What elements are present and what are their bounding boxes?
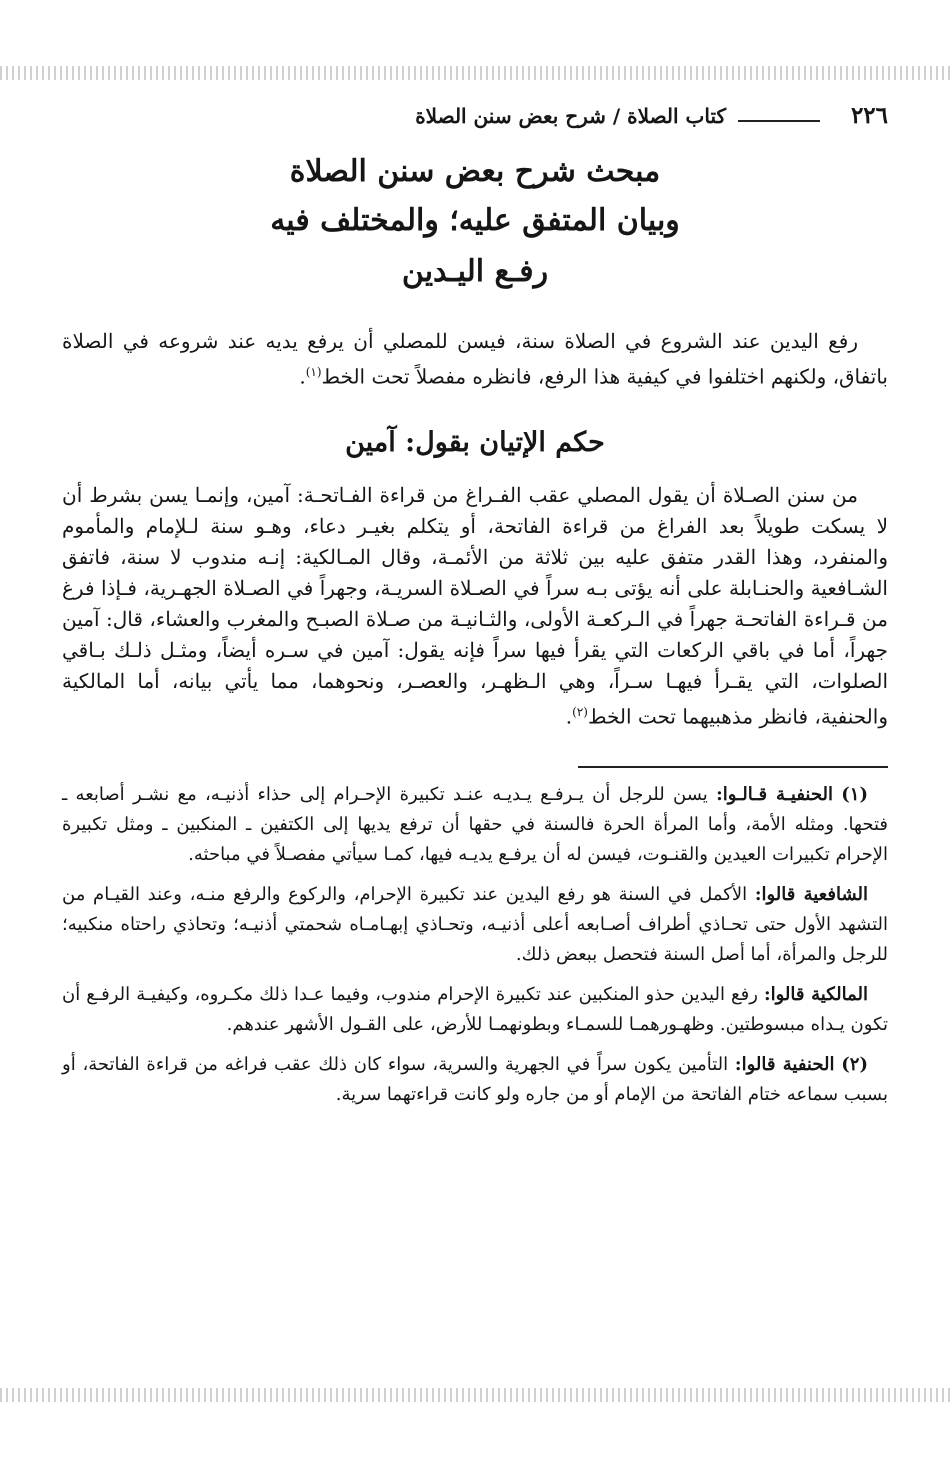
paragraph-amen-text: من سنن الصـلاة أن يقول المصلي عقب الفـراغ من قراءة الفـاتحـة: آمين، وإنمـا يسن بشرط أن لا يسكت طويلاً بعد الفراغ من قراءة الفاتحة، أو يتكلم بغيـر دعاء، وهـو سنة لـلإمام والمأموم والمنفرد، وهذا القدر متفق عليه بين ثلاثة من الأئمـة، وقال المـالكية: إنـه مندوب لا سنة، فاتفق الشـافعية والحنـابلة على أنه يؤتى بـه سراً في الصـلاة السريـة، وجهراً في الصـلاة الجهـرية، فـإذا فرغ من قـراءة الفاتحـة جهراً في الـركعـة الأولى، والثـانيـة من صـلاة الصبـح والمغرب والعشاء، قال: آمين جهراً، أما في باقي الركعات التي يقرأ فيها سراً فإنه يقول: آمين في سـره أيضاً، ومثـل ذلـك بـاقي الصلوات، التي يقـرأ فيهـا سـراً، وهي الـظهـر، والعصـر، ونحوهما، مما يأتي بيانه، أما المالكية والحنفية، فانظر مذهبيهما تحت الخط bbox=[62, 482, 888, 729]
footnote-hanafi-amen bbox=[62, 1050, 888, 1110]
page-header bbox=[62, 96, 888, 140]
footnote-term: المالكية قالوا: bbox=[763, 984, 868, 1006]
footnote-ref-2: (٢) bbox=[572, 704, 588, 719]
footnote-text: الأكمل في السنة هو رفع اليدين عند تكبيرة الإحرام، والركوع والرفع منـه، وعند القيـام من التشهد الأول حتى تحـاذي أطراف أصـابعه أعلى أذنيـه، وتحـاذي إبهـامـاه شحمتي أذنيـه؛ وتحاذي راحتاه منكبيه؛ للرجل والمرأة، أما أصل السنة فتحصل ببعض ذلك. bbox=[62, 884, 888, 966]
section-subtitle: وبيان المتفق عليه؛ والمختلف فيه bbox=[270, 203, 680, 238]
paragraph-raising-hands-end: . bbox=[299, 364, 306, 389]
footnote-term: الشافعية قالوا: bbox=[754, 884, 868, 906]
amen-heading: حكم الإتيان بقول: آمين bbox=[345, 426, 605, 458]
section-title: مبحث شرح بعض سنن الصلاة bbox=[289, 154, 661, 189]
top-scan-decoration bbox=[0, 66, 950, 80]
footnote-text: التأمين يكون سراً في الجهرية والسرية، سواء كان ذلك عقب فراغه من قراءة الفاتحة، أو بسبب سماعه ختام الفاتحة من الإمام أو من جاره ولو كانت قراءتهما سرية. bbox=[62, 1054, 888, 1106]
footnote-label: (٢) bbox=[841, 1054, 868, 1076]
footnote-ref-1: (١) bbox=[305, 365, 322, 379]
paragraph-amen bbox=[62, 480, 888, 733]
footnote-shafii-raising bbox=[62, 880, 888, 970]
paragraph-raising-hands bbox=[62, 326, 888, 393]
footnote-text: رفع اليدين حذو المنكبين عند تكبيرة الإحرام مندوب، وفيما عـدا ذلك مكـروه، وكيفيـة الرفـع أن تكون يـداه مبسوطتين. وظهـورهمـا للسمـاء وبطونهمـا للأرض، على القـول الأشهر عندهم. bbox=[62, 984, 888, 1036]
footnote-maliki-raising bbox=[62, 980, 888, 1040]
footnotes bbox=[62, 780, 888, 1110]
running-head: كتاب الصلاة / شرح بعض سنن الصلاة bbox=[415, 104, 726, 128]
footnote-term: الحنفية قالوا: bbox=[734, 1054, 835, 1076]
paragraph-amen-end: . bbox=[565, 704, 573, 729]
topic-title: رفـع اليـدين bbox=[401, 254, 549, 289]
footnote-separator bbox=[578, 766, 888, 768]
book-page bbox=[62, 96, 888, 1456]
paragraph-raising-hands-text: رفع اليدين عند الشروع في الصلاة سنة، فيسن للمصلي أن يرفع يديه عند شروعه في الصلاة باتفاق، ولكنهم اختلفوا في كيفية هذا الرفع، فانظره مفصلاً تحت الخط bbox=[62, 329, 888, 389]
footnote-term: الحنفيـة قـالـوا: bbox=[716, 784, 833, 806]
chapter-section bbox=[62, 148, 888, 732]
footnote-text: يسن للرجل أن يـرفـع يـديـه عنـد تكبيرة الإحـرام إلى حذاء أذنيـه، مع نشـر أصابعه ـ فتحها. ومثله الأمة، وأما المرأة الحرة فالسنة في حقها أن ترفع يديها إلى الكتفين ـ المنكبين ـ ومثل تكبيرة الإحرام تكبيرات العيدين والقنـوت، فيسن له أن يرفـع يديـه فيها، كمـا سيأتي مفصـلاً في مباحثه. bbox=[62, 784, 888, 866]
page-number: ٢٢٦ bbox=[850, 102, 888, 129]
footnote-hanafi-raising bbox=[62, 780, 888, 870]
footnote-label: (١) bbox=[841, 784, 868, 806]
header-rule bbox=[738, 120, 820, 122]
